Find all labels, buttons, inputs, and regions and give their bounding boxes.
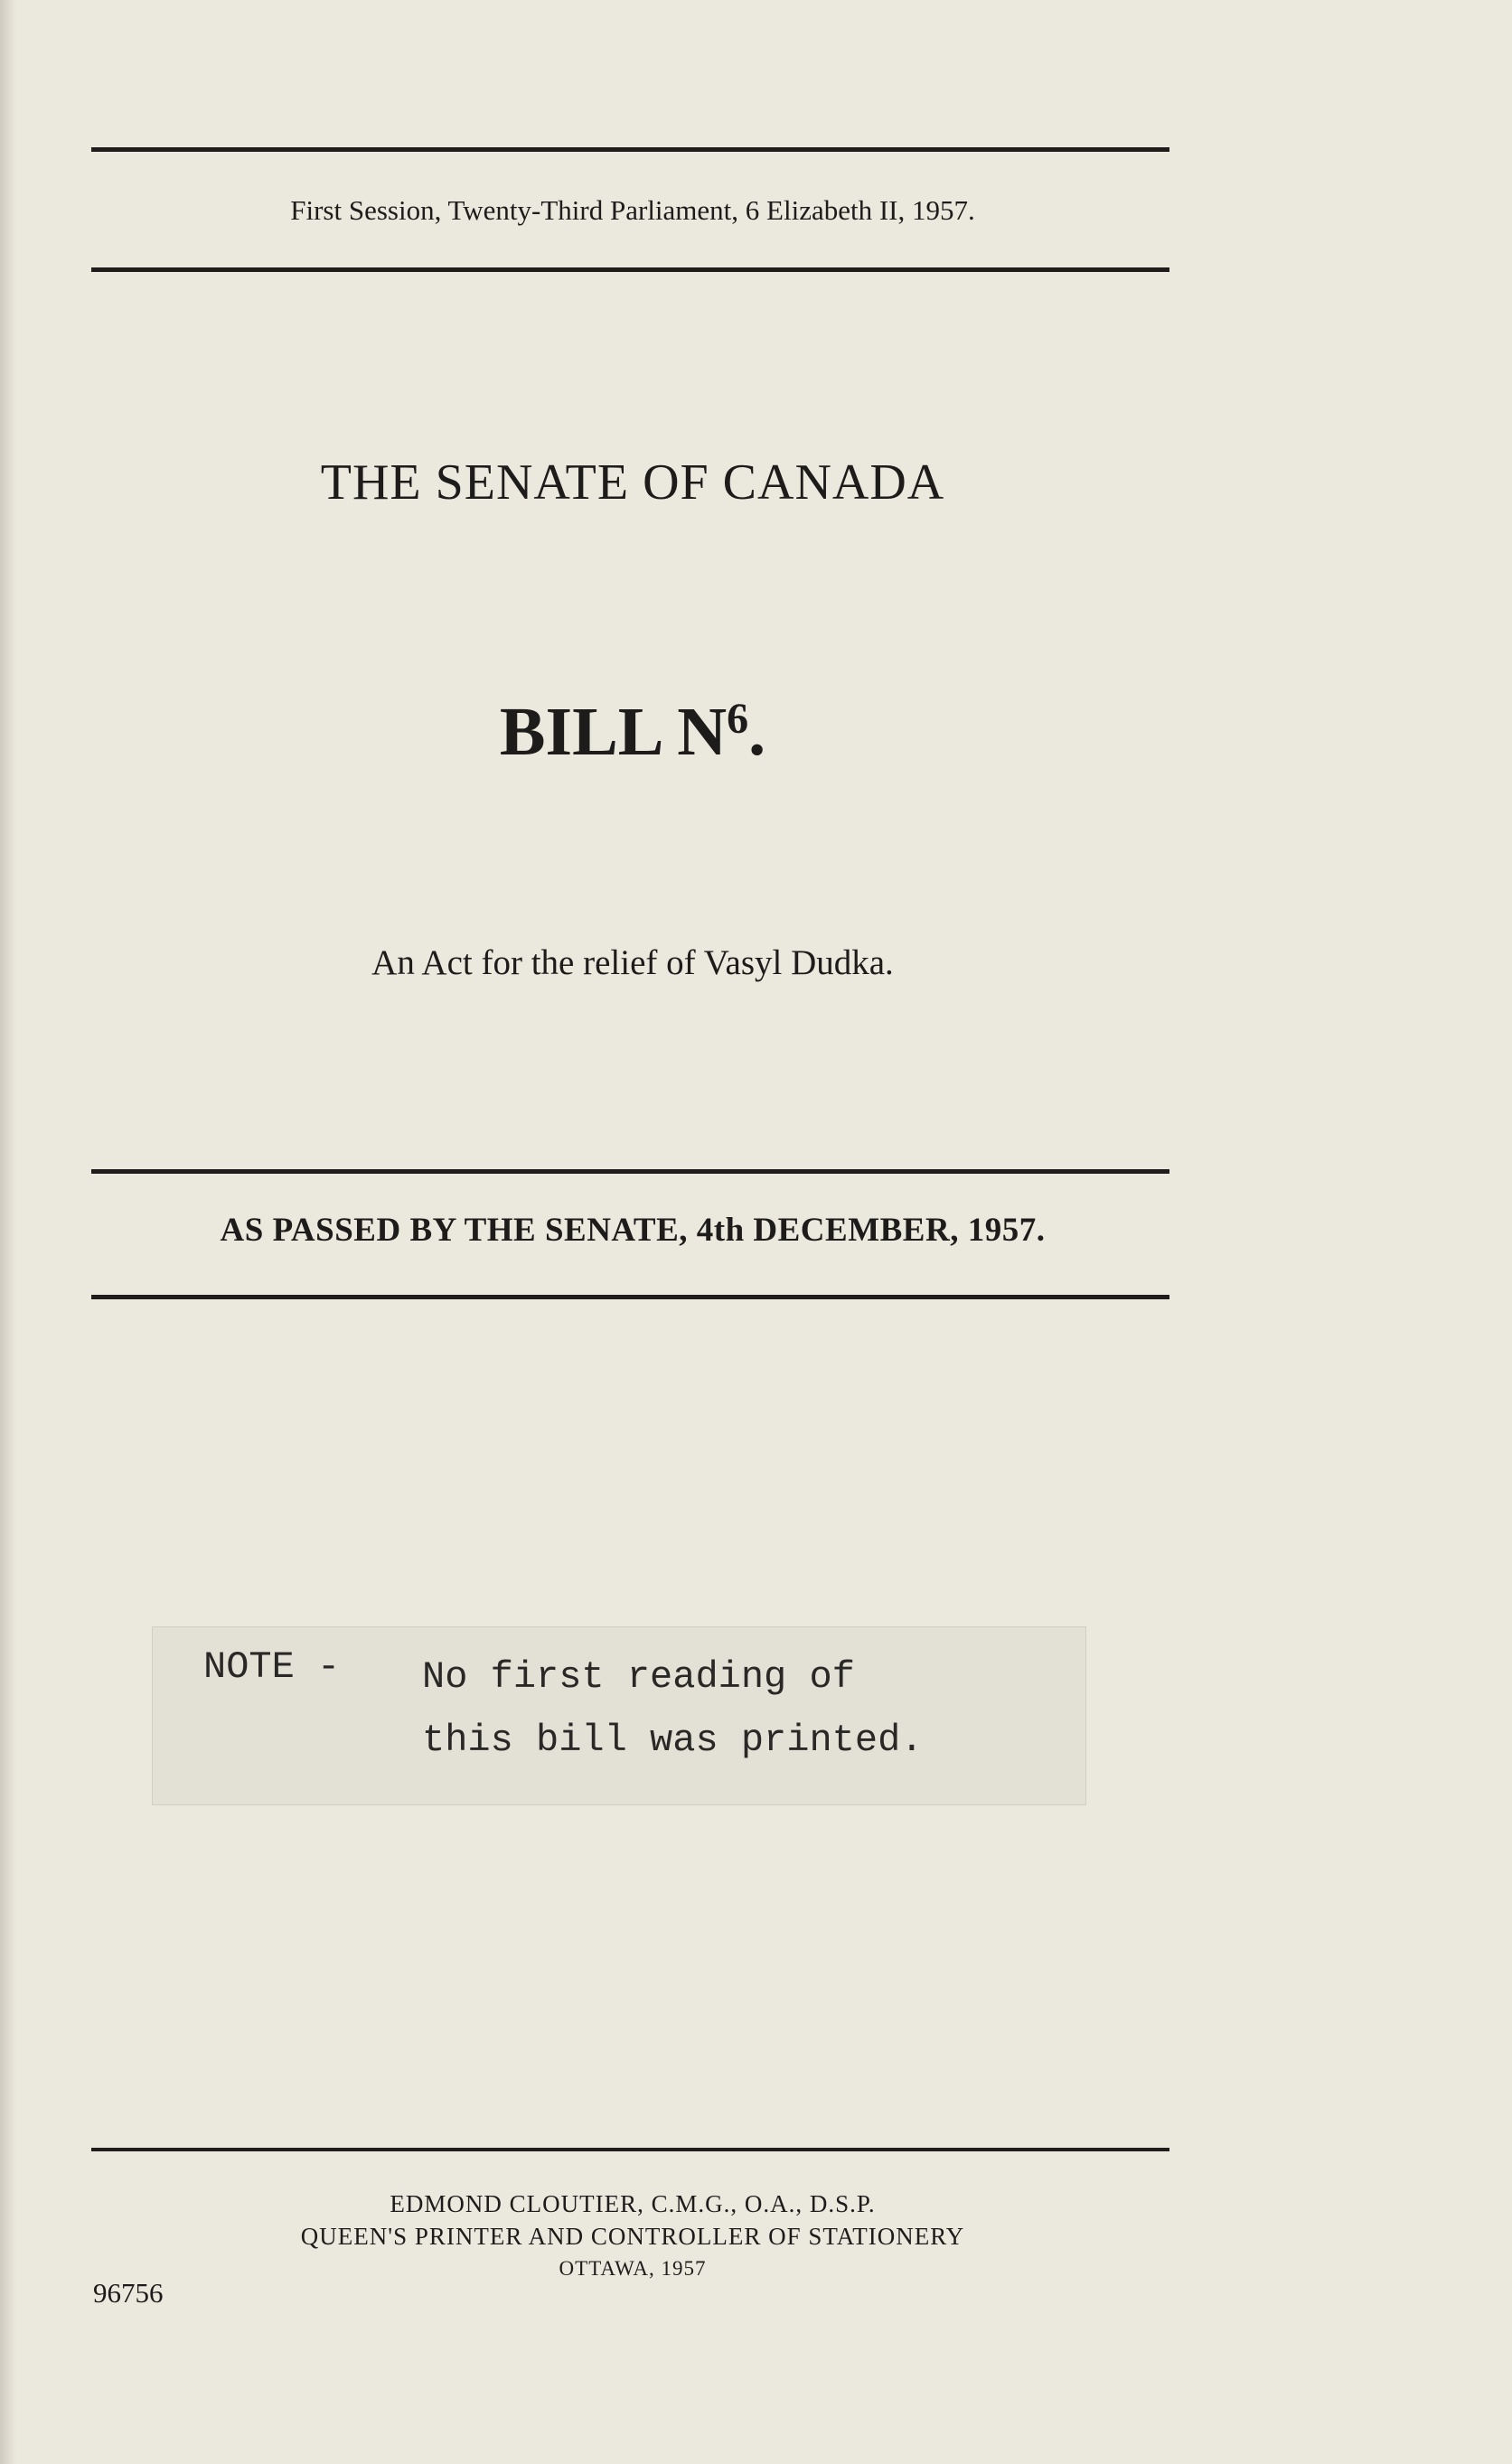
note-text <box>422 1645 924 1772</box>
note-line-2: this bill was printed. <box>422 1719 924 1762</box>
session-line: First Session, Twenty-Third Parliament, 6 Elizabeth II, 1957. <box>290 194 975 226</box>
chamber-heading: THE SENATE OF CANADA <box>320 454 945 511</box>
bill-number-heading <box>90 693 1175 772</box>
passage-status: AS PASSED BY THE SENATE, 4th DECEMBER, 1957. <box>220 1212 1046 1249</box>
bill-number-superscript: 6 <box>727 695 749 743</box>
status-top-rule <box>91 1169 1169 1174</box>
top-rule <box>91 147 1169 152</box>
printer-title: QUEEN'S PRINTER AND CONTROLLER OF STATIONERY <box>300 2223 965 2250</box>
note-slip <box>152 1626 1086 1805</box>
bill-suffix: . <box>748 694 766 770</box>
printer-name: EDMOND CLOUTIER, C.M.G., O.A., D.S.P. <box>390 2190 876 2217</box>
note-line-1: No first reading of <box>422 1655 855 1699</box>
page-edge-shadow <box>0 0 16 2464</box>
document-number: 96756 <box>93 2277 164 2309</box>
session-underline-rule <box>91 267 1169 272</box>
footer-rule <box>91 2148 1169 2151</box>
note-label: NOTE - <box>203 1645 341 1689</box>
printer-place: OTTAWA, 1957 <box>559 2257 707 2280</box>
bill-label: BILL N <box>499 694 728 770</box>
act-title: An Act for the relief of Vasyl Dudka. <box>371 943 894 982</box>
status-bottom-rule <box>91 1295 1169 1299</box>
